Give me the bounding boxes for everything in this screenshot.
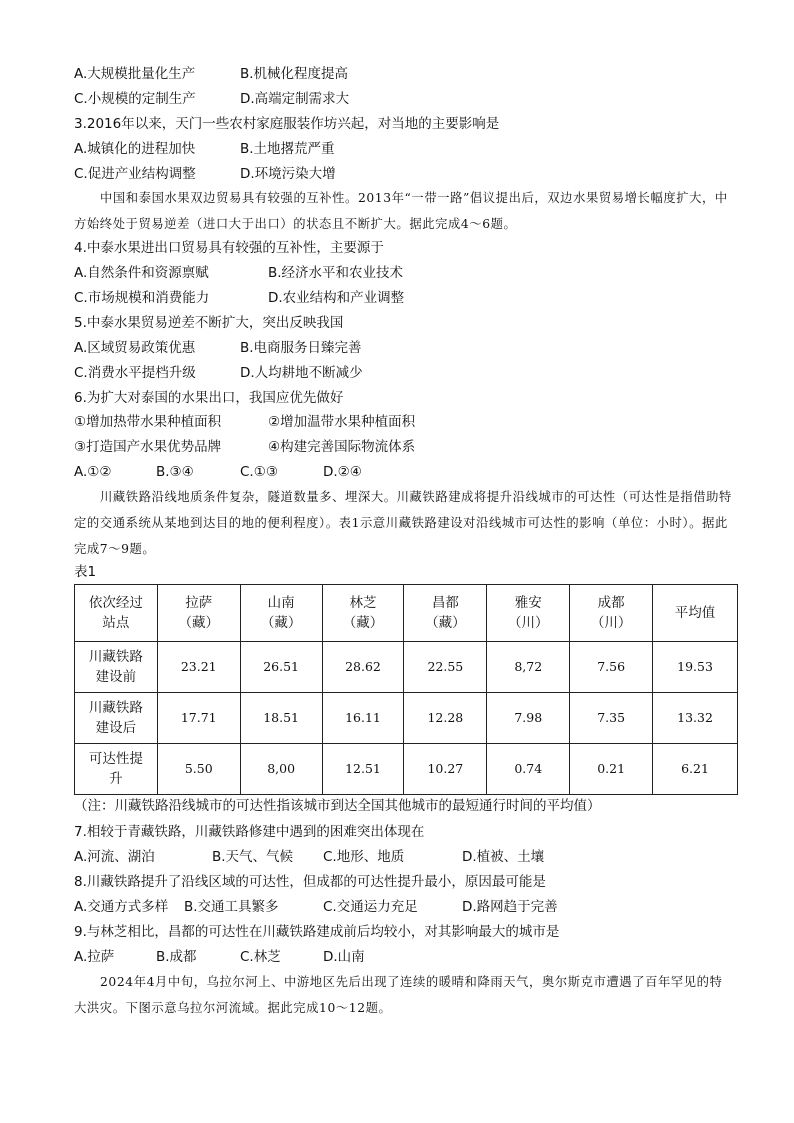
accessibility-table [74, 584, 738, 795]
q9-option-b: B.成都 [156, 949, 197, 965]
q5-option-d: D.人均耕地不断减少 [240, 365, 363, 381]
q4-option-a: A.自然条件和资源禀赋 [74, 265, 209, 281]
row-label: 川藏铁路 建设前 [75, 642, 158, 693]
table-caption: 表1 [74, 564, 97, 580]
q3-option-b: B.土地撂荒严重 [240, 141, 335, 157]
q5-stem: 5.中泰水果贸易逆差不断扩大，突出反映我国 [74, 315, 344, 331]
q6-statement-1: ①增加热带水果种植面积 [74, 414, 222, 430]
q6-statement-2: ②增加温带水果种植面积 [268, 414, 416, 430]
q6-option-b: B.③④ [156, 464, 194, 480]
table-cell: 28.62 [322, 642, 404, 693]
table-row-improvement [75, 744, 738, 795]
q6-option-a: A.①② [74, 464, 112, 480]
q2-option-d: D.高端定制需求大 [240, 91, 350, 107]
q6-statement-4: ④构建完善国际物流体系 [268, 439, 416, 455]
table-cell: 12.51 [322, 744, 404, 795]
header-nyingchi: 林芝 （藏） [322, 585, 404, 642]
q7-stem: 7.相较于青藏铁路，川藏铁路修建中遇到的困难突出体现在 [74, 824, 425, 840]
header-yaan: 雅安 （川） [487, 585, 570, 642]
table-note: （注：川藏铁路沿线城市的可达性指该城市到达全国其他城市的最短通行时间的平均值） [74, 798, 601, 814]
header-chengdu: 成都 （川） [570, 585, 653, 642]
table-cell: 7.56 [570, 642, 653, 693]
table-cell: 5.50 [157, 744, 240, 795]
table-cell: 0.21 [570, 744, 653, 795]
q6-option-c: C.①③ [240, 464, 278, 480]
table-cell: 22.55 [404, 642, 487, 693]
q8-option-b: B.交通工具繁多 [184, 899, 279, 915]
q7-option-a: A.河流、湖泊 [74, 849, 155, 865]
q2-option-c: C.小规模的定制生产 [74, 91, 196, 107]
header-average: 平均值 [653, 585, 738, 642]
q8-option-d: D.路网趋于完善 [462, 899, 558, 915]
q3-option-d: D.环境污染大增 [240, 166, 336, 182]
table-cell: 10.27 [404, 744, 487, 795]
header-station-label: 依次经过 站点 [75, 585, 158, 642]
q8-option-c: C.交通运力充足 [323, 899, 418, 915]
header-shannan: 山南 （藏） [240, 585, 322, 642]
row-label: 可达性提 升 [75, 744, 158, 795]
table-cell: 6.21 [653, 744, 738, 795]
q4-stem: 4.中泰水果进出口贸易具有较强的互补性，主要源于 [74, 240, 384, 256]
q2-option-a: A.大规模批量化生产 [74, 66, 196, 82]
table-cell: 13.32 [653, 693, 738, 744]
table-row-after [75, 693, 738, 744]
header-lhasa: 拉萨 （藏） [157, 585, 240, 642]
table-cell: 18.51 [240, 693, 322, 744]
q6-stem: 6.为扩大对泰国的水果出口，我国应优先做好 [74, 390, 344, 406]
q7-option-d: D.植被、土壤 [462, 849, 545, 865]
table-cell: 19.53 [653, 642, 738, 693]
table-cell: 12.28 [404, 693, 487, 744]
passage-ural-river-flood: 2024年4月中旬，乌拉尔河上、中游地区先后出现了连续的暖晴和降雨天气，奥尔斯克市遭遇了百年罕见的特大洪灾。下图示意乌拉尔河流域。据此完成10～12题。 [74, 975, 723, 1015]
q3-option-a: A.城镇化的进程加快 [74, 141, 196, 157]
q4-option-c: C.市场规模和消费能力 [74, 290, 210, 306]
passage-sichuan-tibet-railway: 川藏铁路沿线地质条件复杂，隧道数量多、埋深大。川藏铁路建成将提升沿线城市的可达性（可达性是指借助特定的交通系统从某地到达目的地的便利程度）。表1示意川藏铁路建设对沿线城市可达性的影响（单位：小时）。据此完成7～9题。 [74, 490, 732, 556]
q6-statement-3: ③打造国产水果优势品牌 [74, 439, 222, 455]
passage-fruit-trade: 中国和泰国水果双边贸易具有较强的互补性。2013年“一带一路”倡议提出后，双边水果贸易增长幅度扩大，中方始终处于贸易逆差（进口大于出口）的状态且不断扩大。据此完成4～6题。 [74, 191, 728, 231]
table-cell: 8,72 [487, 642, 570, 693]
q9-option-a: A.拉萨 [74, 949, 115, 965]
q9-stem: 9.与林芝相比，昌都的可达性在川藏铁路建成前后均较小，对其影响最大的城市是 [74, 924, 560, 940]
table-cell: 7.98 [487, 693, 570, 744]
table-cell: 17.71 [157, 693, 240, 744]
header-qamdo: 昌都 （藏） [404, 585, 487, 642]
q8-stem: 8.川藏铁路提升了沿线区域的可达性，但成都的可达性提升最小，原因最可能是 [74, 874, 546, 890]
table-cell: 8,00 [240, 744, 322, 795]
q4-option-b: B.经济水平和农业技术 [268, 265, 404, 281]
q3-stem: 3.2016年以来，天门一些农村家庭服装作坊兴起，对当地的主要影响是 [74, 116, 500, 132]
table-row-before [75, 642, 738, 693]
q9-option-d: D.山南 [323, 949, 365, 965]
table-cell: 0.74 [487, 744, 570, 795]
q3-option-c: C.促进产业结构调整 [74, 166, 196, 182]
row-label: 川藏铁路 建设后 [75, 693, 158, 744]
q8-option-a: A.交通方式多样 [74, 899, 169, 915]
table-cell: 26.51 [240, 642, 322, 693]
q9-option-c: C.林芝 [240, 949, 281, 965]
q4-option-d: D.农业结构和产业调整 [268, 290, 405, 306]
q6-option-d: D.②④ [323, 464, 362, 480]
table-header-row [75, 585, 738, 642]
q5-option-c: C.消费水平提档升级 [74, 365, 196, 381]
q5-option-b: B.电商服务日臻完善 [240, 340, 362, 356]
q5-option-a: A.区域贸易政策优惠 [74, 340, 196, 356]
q7-option-b: B.天气、气候 [212, 849, 294, 865]
table-cell: 7.35 [570, 693, 653, 744]
q7-option-c: C.地形、地质 [323, 849, 405, 865]
table-cell: 16.11 [322, 693, 404, 744]
q2-option-b: B.机械化程度提高 [240, 66, 349, 82]
table-cell: 23.21 [157, 642, 240, 693]
